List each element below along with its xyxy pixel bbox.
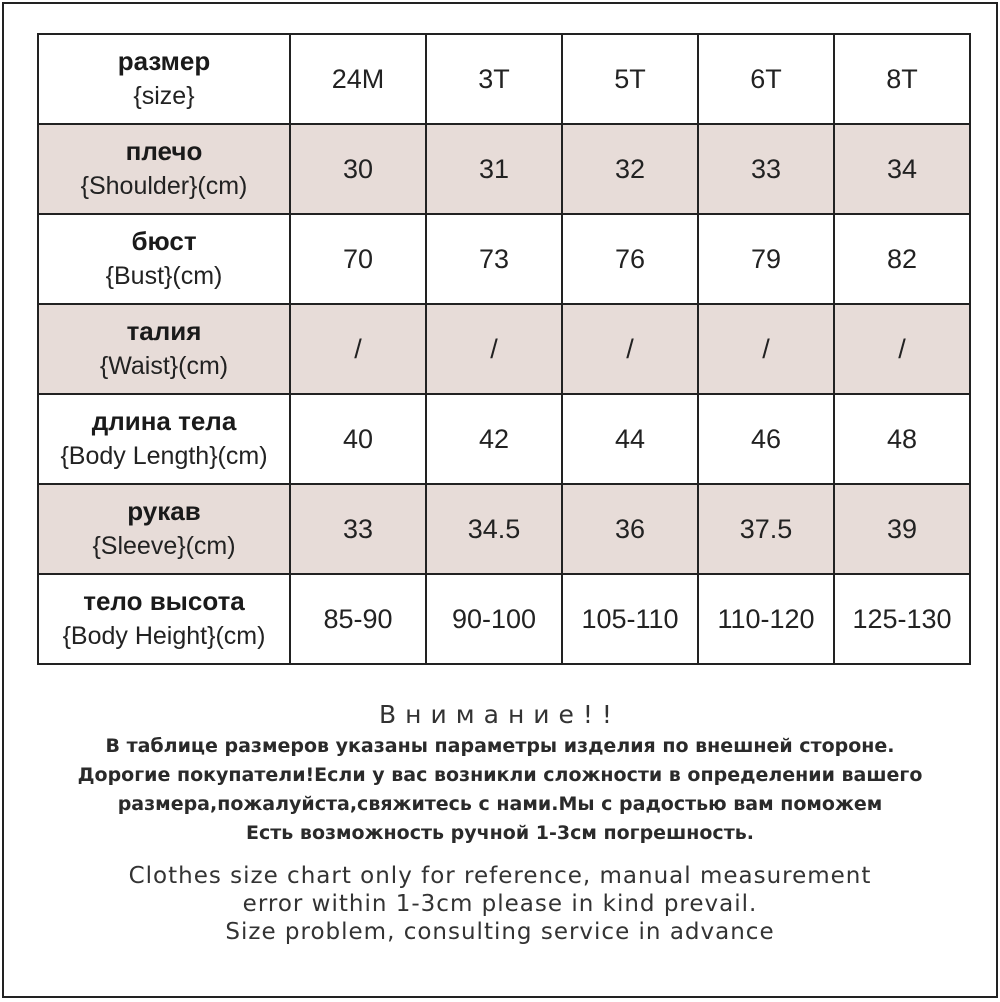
value-cell: 33 xyxy=(290,484,426,574)
value-cell: / xyxy=(834,304,970,394)
row-label-en: {Shoulder}(cm) xyxy=(80,172,248,200)
value-cell: 76 xyxy=(562,214,698,304)
row-label-ru: тело высота xyxy=(83,586,245,616)
size-header-cell: 5T xyxy=(562,34,698,124)
notice-section xyxy=(4,694,996,946)
header-row xyxy=(38,34,970,124)
row-label-ru: плечо xyxy=(125,136,203,166)
header-label-cell xyxy=(38,34,290,124)
size-label-en: {size} xyxy=(133,82,195,110)
row-label-en: {Body Height}(cm) xyxy=(62,622,266,650)
notice-ru-line: В таблице размеров указаны параметры изделия по внешней стороне. xyxy=(105,735,895,757)
row-label-ru: длина тела xyxy=(91,406,237,436)
table-row-sleeve xyxy=(38,484,970,574)
notice-ru-line: Есть возможность ручной 1-3см погрешность. xyxy=(246,822,754,844)
row-label-ru: бюст xyxy=(131,226,197,256)
row-label-en: {Waist}(cm) xyxy=(99,352,229,380)
row-label-cell xyxy=(38,484,290,574)
value-cell: 79 xyxy=(698,214,834,304)
table-row-waist xyxy=(38,304,970,394)
value-cell: 36 xyxy=(562,484,698,574)
value-cell: 82 xyxy=(834,214,970,304)
value-cell: 125-130 xyxy=(834,574,970,664)
row-label-cell xyxy=(38,124,290,214)
row-label-en: {Bust}(cm) xyxy=(105,262,223,290)
notice-ru-line: размера,пожалуйста,свяжитесь с нами.Мы с радостью вам поможем xyxy=(117,793,883,815)
row-label-cell xyxy=(38,394,290,484)
size-table xyxy=(37,33,971,665)
notice-en-line: Size problem, consulting service in advance xyxy=(225,919,775,945)
value-cell: / xyxy=(426,304,562,394)
size-header-cell: 6T xyxy=(698,34,834,124)
notice-title: Внимание!! xyxy=(379,700,621,729)
value-cell: 33 xyxy=(698,124,834,214)
value-cell: 39 xyxy=(834,484,970,574)
value-cell: 31 xyxy=(426,124,562,214)
value-cell: 85-90 xyxy=(290,574,426,664)
row-label-cell xyxy=(38,304,290,394)
value-cell: / xyxy=(562,304,698,394)
value-cell: 34.5 xyxy=(426,484,562,574)
value-cell: 44 xyxy=(562,394,698,484)
value-cell: 32 xyxy=(562,124,698,214)
value-cell: / xyxy=(698,304,834,394)
value-cell: 30 xyxy=(290,124,426,214)
value-cell: 48 xyxy=(834,394,970,484)
notice-en-line: Clothes size chart only for reference, manual measurement xyxy=(128,863,872,889)
row-label-en: {Sleeve}(cm) xyxy=(92,532,236,560)
row-label-en: {Body Length}(cm) xyxy=(60,442,268,470)
value-cell: / xyxy=(290,304,426,394)
value-cell: 73 xyxy=(426,214,562,304)
notice-ru-line: Дорогие покупатели!Если у вас возникли сложности в определении вашего xyxy=(77,764,923,786)
row-label-cell xyxy=(38,574,290,664)
value-cell: 34 xyxy=(834,124,970,214)
table-row-shoulder xyxy=(38,124,970,214)
value-cell: 42 xyxy=(426,394,562,484)
row-label-ru: рукав xyxy=(127,496,201,526)
size-label-ru: размер xyxy=(117,46,211,76)
size-header-cell: 24M xyxy=(290,34,426,124)
value-cell: 90-100 xyxy=(426,574,562,664)
size-header-cell: 8T xyxy=(834,34,970,124)
value-cell: 110-120 xyxy=(698,574,834,664)
value-cell: 105-110 xyxy=(562,574,698,664)
table-row-body-height xyxy=(38,574,970,664)
size-chart-page xyxy=(2,2,998,998)
value-cell: 37.5 xyxy=(698,484,834,574)
table-row-bust xyxy=(38,214,970,304)
row-label-ru: талия xyxy=(126,316,202,346)
value-cell: 40 xyxy=(290,394,426,484)
table-row-body-length xyxy=(38,394,970,484)
value-cell: 46 xyxy=(698,394,834,484)
notice-en-block xyxy=(4,862,996,946)
value-cell: 70 xyxy=(290,214,426,304)
notice-en-line: error within 1-3cm please in kind prevail. xyxy=(242,891,758,917)
size-header-cell: 3T xyxy=(426,34,562,124)
row-label-cell xyxy=(38,214,290,304)
